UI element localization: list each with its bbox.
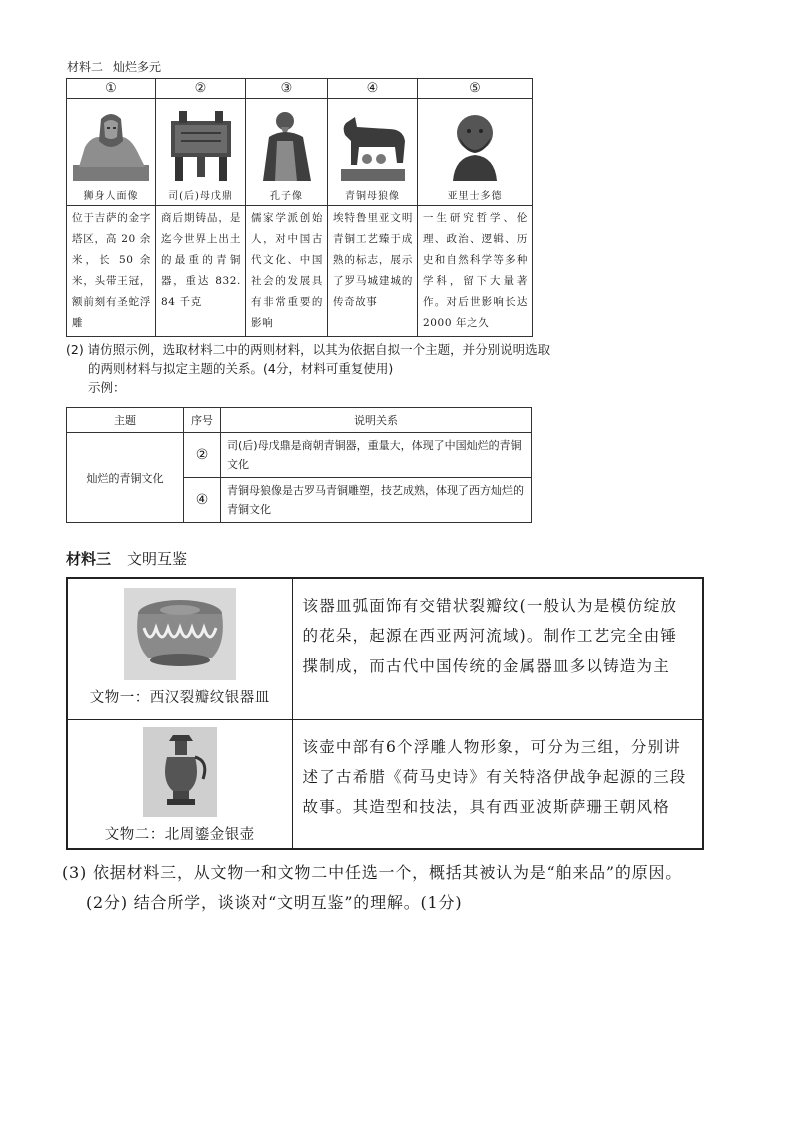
example-table bbox=[66, 407, 532, 523]
example-explanation: 青铜母狼像是古罗马青铜雕塑，技艺成熟，体现了西方灿烂的青铜文化 bbox=[221, 478, 532, 523]
sphinx-caption: 狮身人面像 bbox=[83, 191, 139, 202]
column-number: ⑤ bbox=[418, 79, 533, 99]
aristotle-description: 一生研究哲学、伦理、政治、逻辑、历史和自然科学等多种学科，留下大量著作。对后世影响长达 2000 年之久 bbox=[418, 206, 533, 337]
question2-line1: (2) 请仿照示例，选取材料二中的两则材料，以其为依据自拟一个主题，并分别说明选取 bbox=[66, 342, 551, 357]
sphinx-image bbox=[71, 107, 151, 183]
number-row bbox=[67, 79, 533, 99]
question-3 bbox=[62, 858, 752, 918]
column-number: ④ bbox=[328, 79, 418, 99]
artifact2-text: 该壶中部有6个浮雕人物形象，可分为三组，分别讲述了古希腊《荷马史诗》有关特洛伊战争起源的三段故事。其造型和技法，具有西亚波斯萨珊王朝风格 bbox=[292, 719, 703, 849]
artifact1-cell bbox=[67, 578, 292, 719]
confucius-caption: 孔子像 bbox=[270, 191, 303, 202]
confucius-description: 儒家学派创始人，对中国古代文化、中国社会的发展具有非常重要的影响 bbox=[246, 206, 328, 337]
silver-vessel-image bbox=[124, 588, 236, 680]
description-row bbox=[67, 206, 533, 337]
material3-heading bbox=[66, 548, 187, 569]
gilt-ewer-image bbox=[143, 727, 217, 817]
example-header-row bbox=[67, 408, 532, 433]
aristotle-caption: 亚里士多德 bbox=[447, 191, 503, 202]
material2-subtitle: 灿烂多元 bbox=[113, 60, 162, 74]
artifact2-cell bbox=[67, 719, 292, 849]
material3-subtitle: 文明互鉴 bbox=[127, 550, 188, 568]
she-wolf-caption: 青铜母狼像 bbox=[345, 191, 400, 202]
example-explanation: 司(后)母戊鼎是商朝青铜器，重量大，体现了中国灿烂的青铜文化 bbox=[221, 433, 532, 478]
material3-table bbox=[66, 577, 704, 850]
she-wolf-description: 埃特鲁里亚文明青铜工艺臻于成熟的标志，展示了罗马城建城的传奇故事 bbox=[328, 206, 418, 337]
question3-line1: (3) 依据材料三，从文物一和文物二中任选一个，概括其被认为是“舶来品”的原因。 bbox=[62, 863, 683, 882]
bronze-ding-image bbox=[161, 107, 241, 183]
example-seq: ④ bbox=[184, 478, 221, 523]
material3-label: 材料三 bbox=[66, 550, 112, 568]
artifact1-text: 该器皿弧面饰有交错状裂瓣纹(一般认为是模仿绽放的花朵，起源在西亚两河流域)。制作工艺完全由锤揲制成，而古代中国传统的金属器皿多以铸造为主 bbox=[292, 578, 703, 719]
header-explanation: 说明关系 bbox=[221, 408, 532, 433]
artifact2-caption: 文物二：北周鎏金银壶 bbox=[104, 826, 255, 843]
aristotle-image bbox=[435, 107, 515, 183]
confucius-image bbox=[247, 107, 327, 183]
artifact-row bbox=[67, 578, 703, 719]
ding-description: 商后期铸品，是迄今世界上出土的最重的青铜器，重达 832. 84 千克 bbox=[156, 206, 246, 337]
material2-table bbox=[66, 78, 533, 337]
question2-example-label: 示例： bbox=[88, 380, 126, 395]
header-theme: 主题 bbox=[67, 408, 184, 433]
question3-line2: (2分) 结合所学，谈谈对“文明互鉴”的理解。(1分) bbox=[86, 893, 463, 912]
example-row bbox=[67, 433, 532, 478]
image-row bbox=[67, 99, 533, 206]
artifact1-caption: 文物一：西汉裂瓣纹银器皿 bbox=[89, 690, 270, 706]
material2-label: 材料二 bbox=[67, 60, 104, 74]
sphinx-description: 位于吉萨的金字塔区，高 20 余米，长 50 余米，头带王冠，额前刻有圣蛇浮雕 bbox=[67, 206, 156, 337]
column-number: ③ bbox=[246, 79, 328, 99]
column-number: ② bbox=[156, 79, 246, 99]
material2-heading bbox=[67, 58, 161, 75]
column-number: ① bbox=[67, 79, 156, 99]
header-seq: 序号 bbox=[184, 408, 221, 433]
question2-line2: 的两则材料与拟定主题的关系。(4分，材料可重复使用) bbox=[88, 361, 394, 376]
ding-caption: 司(后)母戊鼎 bbox=[168, 191, 233, 202]
example-theme: 灿烂的青铜文化 bbox=[67, 433, 184, 523]
artifact-row bbox=[67, 719, 703, 849]
she-wolf-image bbox=[333, 107, 413, 183]
question-2 bbox=[66, 340, 566, 397]
example-seq: ② bbox=[184, 433, 221, 478]
